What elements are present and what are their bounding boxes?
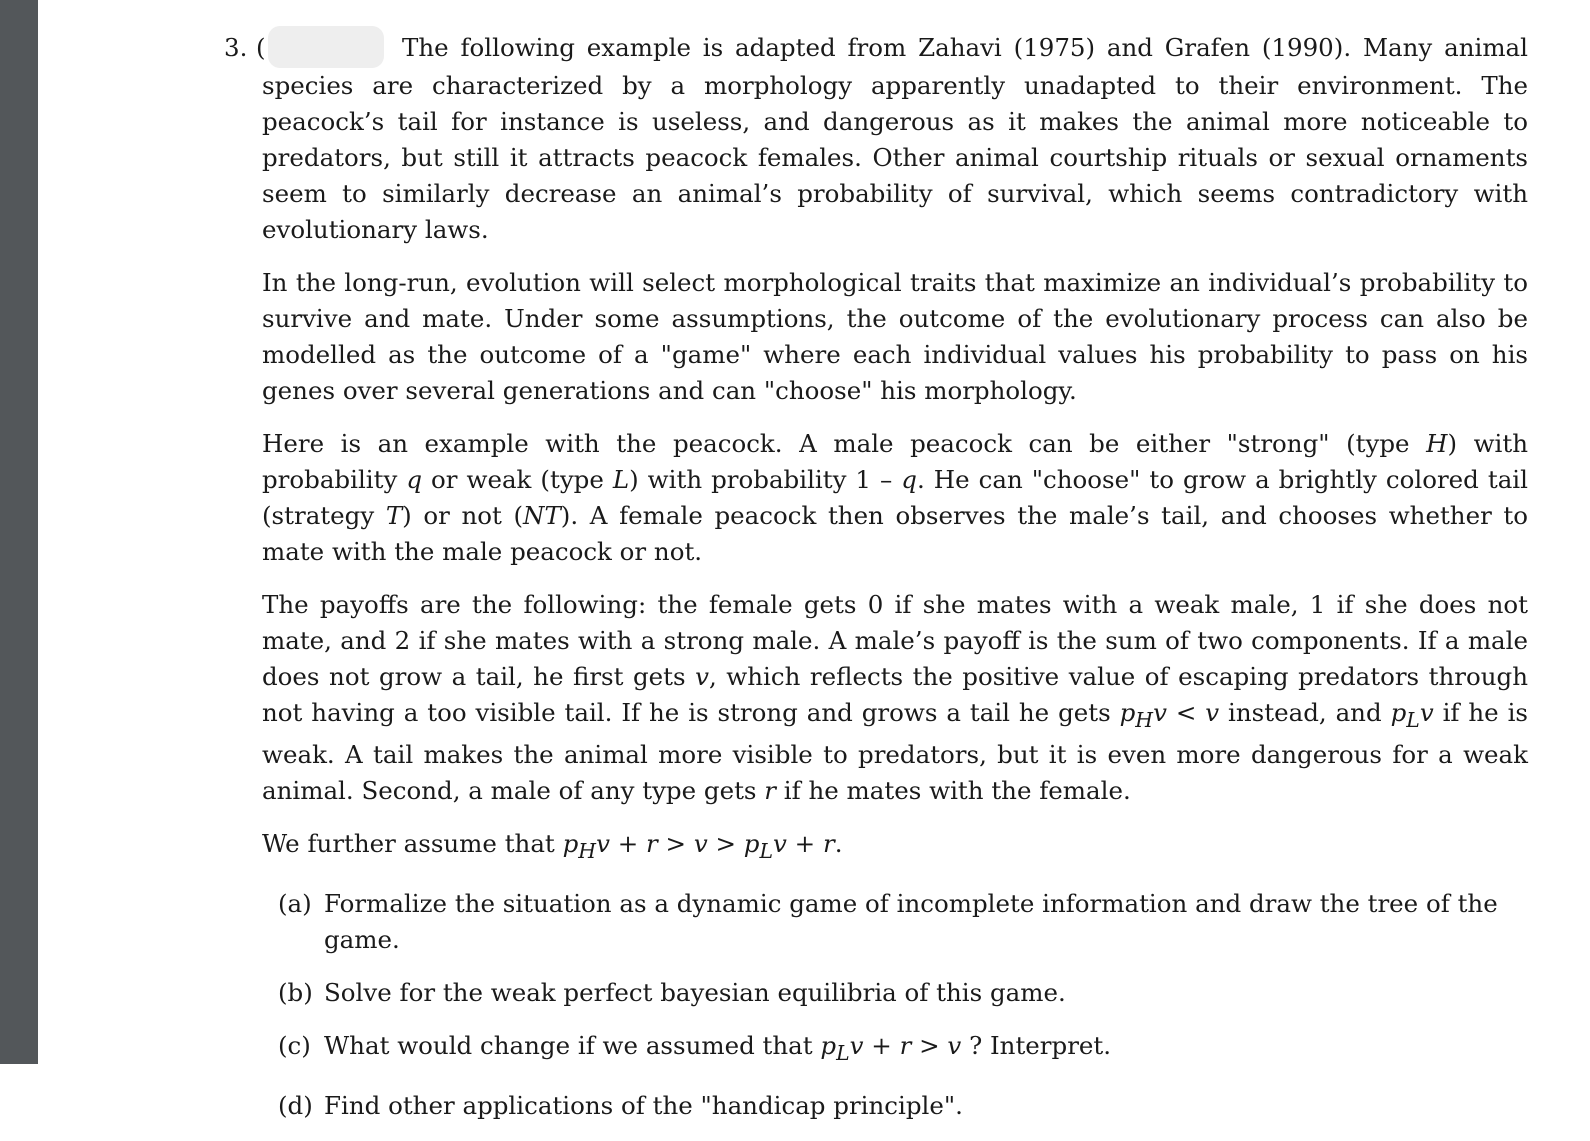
math-p: p xyxy=(562,829,579,859)
item-text: Find other applications of the "handicap principle". xyxy=(324,1091,963,1121)
text: . He can "choose" to grow a brightly colored tail (strategy xyxy=(262,464,1528,530)
sub-question-d xyxy=(278,1088,1528,1124)
sub-questions xyxy=(278,886,1528,1124)
item-label: (c) xyxy=(278,1031,311,1061)
math-sub-L: L xyxy=(759,839,774,864)
text: instead, and xyxy=(1219,697,1391,727)
text: ) or not ( xyxy=(402,500,524,530)
text: ). A female peacock then observes the male’s tail, and chooses whether to mate with the male peacock or not. xyxy=(262,500,1529,566)
math-pHv xyxy=(1119,697,1220,732)
math-NT: NT xyxy=(523,500,561,530)
redacted-box xyxy=(268,26,384,68)
document-page xyxy=(224,30,1529,1141)
math-sub-L: L xyxy=(836,1041,850,1066)
math-H: H xyxy=(1426,428,1448,458)
math-sub-H: H xyxy=(1135,707,1154,732)
math-sub-L: L xyxy=(1406,707,1420,732)
text: We further assume that xyxy=(262,829,563,859)
sub-question-c xyxy=(278,1028,1528,1071)
math-sub-H: H xyxy=(578,839,597,864)
sub-question-b xyxy=(278,975,1528,1011)
text: What would change if we assumed that xyxy=(324,1031,821,1061)
math-p: p xyxy=(820,1031,837,1061)
paragraph-payoffs xyxy=(262,587,1528,810)
item-text xyxy=(324,1028,1528,1071)
math-rest: v < v xyxy=(1153,697,1220,727)
item-label: (b) xyxy=(278,978,313,1008)
math-p: p xyxy=(1119,697,1136,727)
math-rest: v + r > v > p xyxy=(596,829,760,859)
paragraph-example xyxy=(262,426,1528,570)
question-number: 3. xyxy=(224,33,248,62)
item-label: (a) xyxy=(278,889,312,919)
text: ? Interpret. xyxy=(961,1031,1112,1061)
text: ) with probability xyxy=(262,428,1529,494)
item-text: Solve for the weak perfect bayesian equilibria of this game. xyxy=(324,978,1066,1008)
item-label: (d) xyxy=(278,1091,313,1121)
viewer-left-sidebar xyxy=(0,0,38,1064)
math-q: q xyxy=(406,464,423,494)
math-L: L xyxy=(612,464,630,494)
math-rest: v + r > v xyxy=(849,1031,962,1061)
question-intro xyxy=(224,30,1528,248)
sub-question-a xyxy=(278,886,1528,958)
math-inequality xyxy=(820,1031,962,1066)
math-v: v xyxy=(695,661,709,691)
text: Here is an example with the peacock. A male peacock can be either "strong" (type xyxy=(262,428,1427,458)
math-rest: v + r xyxy=(773,829,835,859)
text: ) with probability 1 – xyxy=(629,464,902,494)
paragraph-assumption xyxy=(262,826,1528,869)
text: , which reflects the positive value of escaping predators through not having a too visible tail. If he is strong and grows a tail he gets xyxy=(262,661,1528,727)
text: if he mates with the female. xyxy=(776,776,1131,806)
text: . xyxy=(834,829,843,859)
paragraph-evolution: In the long-run, evolution will select morphological traits that maximize an individual’s probability to survive and mate. Under some assumptions, the outcome of the evolutionary process can also be modelled as the outcome of a "game" where each individual values his probability to pass on his genes over several generations and can "choose" his morphology. xyxy=(262,267,1528,405)
math-rest: v xyxy=(1419,697,1434,727)
math-inequality xyxy=(562,829,835,864)
question-open-paren: ( xyxy=(256,33,266,62)
text: if he is weak. A tail makes the animal more visible to predators, but it is even more dangerous for a weak animal. Second, a male of any type gets xyxy=(262,697,1528,806)
text: or weak (type xyxy=(422,464,613,494)
math-p: p xyxy=(1390,697,1407,727)
item-text: Formalize the situation as a dynamic game of incomplete information and draw the tree of the game. xyxy=(324,889,1498,955)
math-T: T xyxy=(385,500,403,530)
math-q: q xyxy=(901,464,917,494)
text: The payoffs are the following: the female gets 0 if she mates with a weak male, 1 if she does not mate, and 2 if she mates with a strong male. A male’s payoff is the sum of two components. If a male does not grow a tail, he first gets xyxy=(262,589,1528,691)
intro-text: The following example is adapted from Zahavi (1975) and Grafen (1990). Many animal species are characterized by a morphology apparently unadapted to their environment. The peacock’s tail for instance is useless, and dangerous as it makes the animal more noticeable to predators, but still it attracts peacock females. Other animal courtship rituals or sexual ornaments seem to similarly decrease an animal’s probability of survival, which seems contradictory with evolutionary laws. xyxy=(262,33,1528,244)
math-pLv xyxy=(1390,697,1434,732)
math-r: r xyxy=(764,776,777,806)
